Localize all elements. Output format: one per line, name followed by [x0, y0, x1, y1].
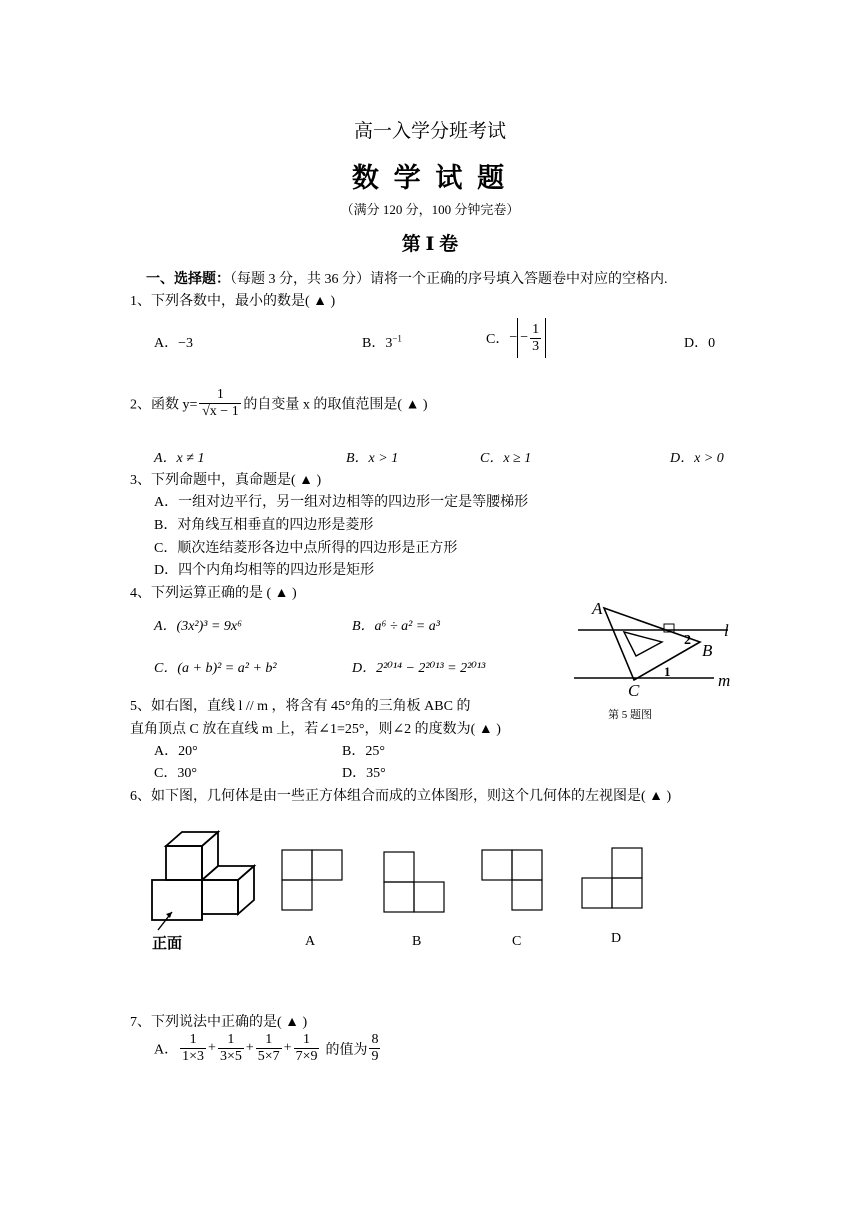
q1-stem: 1、下列各数中，最小的数是( ▲ ): [130, 294, 336, 309]
section-heading: 一、选择题：: [146, 272, 230, 287]
q6-option-d-label: D: [611, 931, 622, 946]
q4-stem: 4、下列运算正确的是 ( ▲ ): [130, 586, 297, 601]
q5-line2: 直角顶点 C 放在直线 m 上，若∠1=25°，则∠2 的度数为( ▲ ): [130, 722, 501, 737]
q1-option-b: [362, 332, 402, 352]
label-m: m: [718, 671, 731, 690]
q6-option-c-label: C: [512, 934, 522, 949]
triangle-inner: [624, 632, 662, 656]
q1-option-a: A．−3: [154, 336, 194, 351]
q7-term2-den: 3×5: [219, 1049, 242, 1064]
q2-num: 1: [216, 387, 224, 402]
q5-figure-caption: 第 5 题图: [608, 709, 652, 720]
q5-option-d: D．35°: [342, 766, 386, 781]
label-angle-2: 2: [684, 633, 691, 648]
subject-title: 数 学 试 题: [351, 163, 509, 193]
q4-option-b: B．a⁶ ÷ a² = a³: [352, 619, 440, 634]
score-note: （满分 120 分，100 分钟完卷）: [340, 202, 520, 217]
q1-b-base: 3: [385, 336, 393, 351]
label-angle-1: 1: [664, 664, 671, 679]
q2-den: √x − 1: [199, 403, 241, 420]
q2-suffix: 的自变量 x 的取值范围是( ▲ ): [243, 397, 428, 413]
q7-a-prefix: A．: [154, 1042, 179, 1058]
front-label: 正面: [152, 936, 183, 952]
q7-stem: 7、下列说法中正确的是( ▲ ): [130, 1015, 308, 1030]
q5-option-c: C．30°: [154, 766, 197, 781]
q7-result-text: 的值为: [325, 1042, 368, 1058]
q5-option-a: A．20°: [154, 744, 198, 759]
label-a: A: [592, 599, 603, 618]
volume-label: 第 Ⅰ 卷: [401, 234, 459, 255]
label-c: C: [628, 681, 640, 700]
q6-view-b: [382, 850, 446, 914]
q2-stem: [130, 387, 428, 420]
q2-option-d: D．x > 0: [670, 451, 724, 466]
q2-option-c: C．x ≥ 1: [480, 451, 532, 466]
q2-prefix: 2、函数 y=: [130, 397, 198, 413]
q7-term1-den: 1×3: [182, 1049, 205, 1064]
q5-option-b: B．25°: [342, 744, 385, 759]
q1-b-exp: −1: [392, 333, 402, 344]
q4-option-d: D．2²⁰¹⁴ − 2²⁰¹³ = 2²⁰¹³: [352, 661, 486, 676]
q2-option-a: A．x ≠ 1: [154, 451, 205, 466]
q4-option-a: A．(3x²)³ = 9x⁶: [154, 619, 243, 634]
q1-c-prefix: C．: [486, 332, 510, 347]
q1-option-d: D．0: [684, 336, 716, 351]
q6-solid-figure: [144, 826, 264, 954]
q3-option-c: C．顺次连结菱形各边中点所得的四边形是正方形: [154, 541, 458, 556]
q1-c-den: 3: [532, 338, 540, 354]
q2-option-b: B．x > 1: [346, 451, 399, 466]
section-heading-line: [146, 268, 668, 288]
q7-term4-num: 1: [303, 1032, 311, 1047]
q7-term3-den: 5×7: [257, 1049, 280, 1064]
q7-plus: +: [208, 1040, 216, 1056]
q7-option-a: [154, 1032, 382, 1065]
q6-view-d: [580, 846, 644, 910]
label-b: B: [702, 641, 713, 660]
q7-term4-den: 7×9: [295, 1049, 318, 1064]
label-l: l: [724, 621, 729, 640]
q7-result-num: 8: [371, 1032, 379, 1047]
q3-stem: 3、下列命题中，真命题是( ▲ ): [130, 473, 322, 488]
q4-option-c: C．(a + b)² = a² + b²: [154, 661, 277, 676]
q1-option-c: C．− − $\frac{1}{3}$: [486, 318, 546, 358]
q7-term2-num: 1: [227, 1032, 235, 1047]
q6-option-b-label: B: [412, 934, 422, 949]
q3-option-d: D．四个内角均相等的四边形是矩形: [154, 563, 375, 578]
q6-view-c: [480, 848, 544, 912]
q5-line1: 5、如右图，直线 l // m ，将含有 45°角的三角板 ABC 的: [130, 699, 471, 714]
q7-term3-num: 1: [265, 1032, 273, 1047]
q1-b-prefix: B．: [362, 336, 386, 351]
q7-term1-num: 1: [189, 1032, 197, 1047]
section-instruction: （每题 3 分，共 36 分）请将一个正确的序号填入答题卷中对应的空格内.: [230, 272, 668, 287]
q7-plus: +: [283, 1040, 292, 1056]
q5-figure: [568, 598, 748, 720]
q3-option-a: A．一组对边平行，另一组对边相等的四边形一定是等腰梯形: [154, 495, 529, 510]
q3-option-b: B．对角线互相垂直的四边形是菱形: [154, 518, 374, 533]
exam-title: 高一入学分班考试: [353, 121, 506, 142]
q6-view-a: [280, 848, 344, 912]
q6-stem: 6、如下图，几何体是由一些正方体组合而成的立体图形，则这个几何体的左视图是( ▲ ): [130, 789, 672, 804]
q7-result-den: 9: [371, 1049, 379, 1064]
q6-option-a-label: A: [305, 934, 316, 949]
q7-plus: +: [245, 1040, 254, 1056]
q1-c-num: 1: [532, 321, 540, 337]
